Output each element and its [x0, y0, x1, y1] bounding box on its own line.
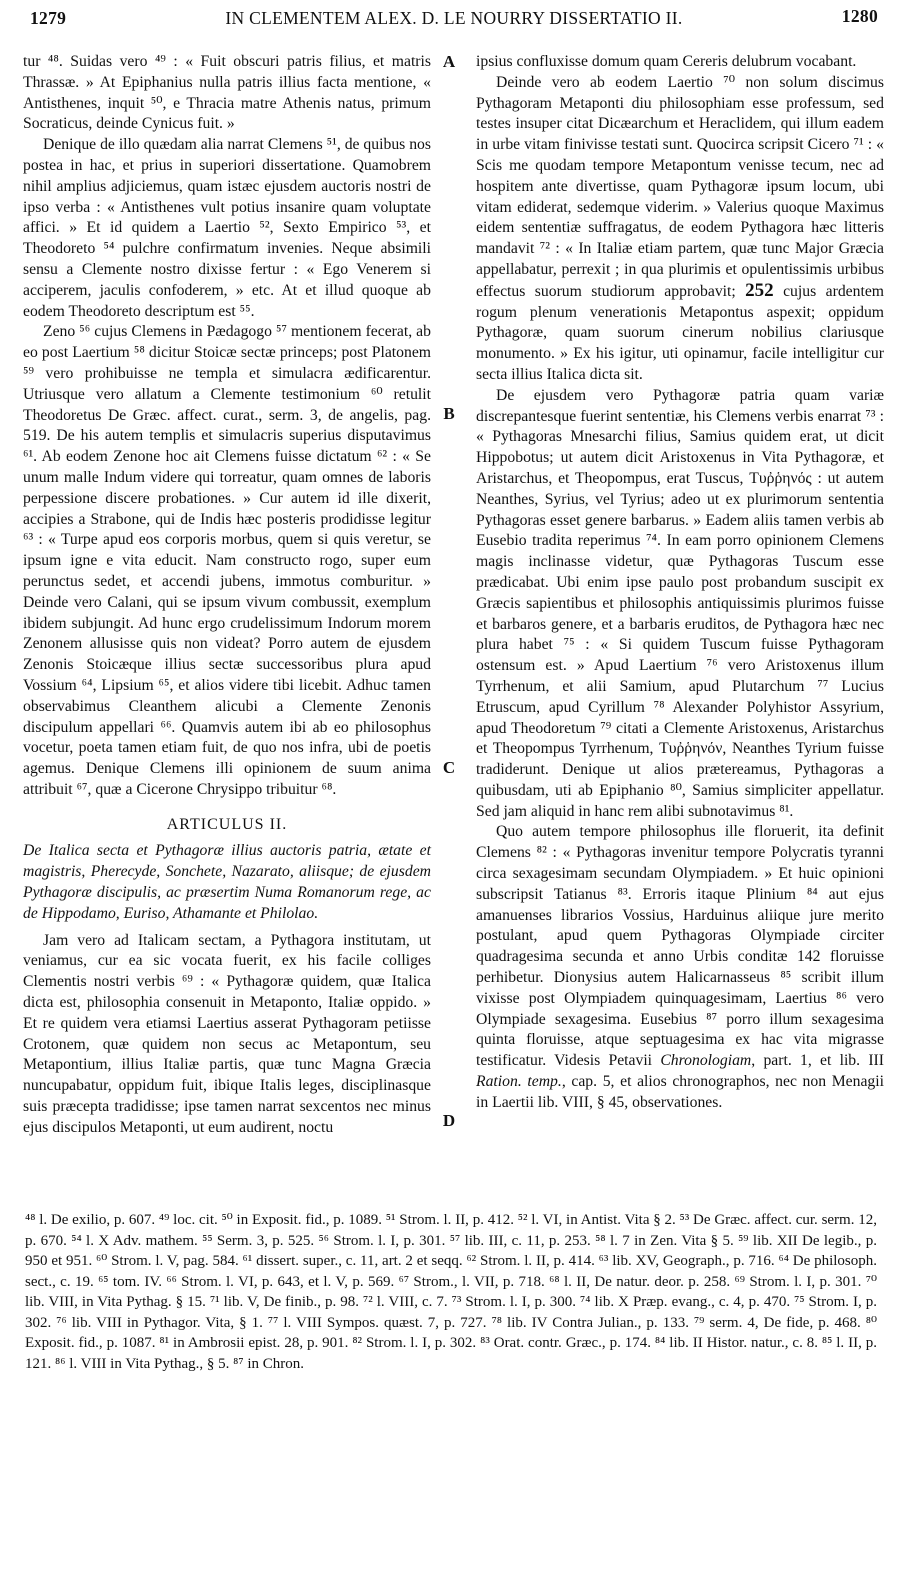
book-title: Ration. temp.: [476, 1073, 562, 1091]
edition-page-number: 252: [745, 279, 774, 301]
running-header: [30, 6, 878, 32]
footnotes: ⁴⁸ l. De exilio, p. 607. ⁴⁹ loc. cit. ⁵⁰ in Exposit. fid., p. 1089. ⁵¹ Strom. l. II, p. 412. ⁵² l. VI, in Antist. Vita § 2. ⁵³ De Græc. affect. cur. serm. 12, p. 670. ⁵⁴ l. X Adv. mathem. ⁵⁵ Serm. 3, p. 525. ⁵⁶ Strom. l. I, p. 301. ⁵⁷ lib. III, c. 11, p. 253. ⁵⁸ l. 7 in Zen. Vita § 5. ⁵⁹ lib. XII De legib., p. 950 et 951. ⁶⁰ Strom. l. V, pag. 584. ⁶¹ dissert. super., c. 11, art. 2 et seqq. ⁶² Strom. l. II, p. 414. ⁶³ lib. XV, Geograph., p. 716. ⁶⁴ De philosoph. sect., c. 19. ⁶⁵ tom. IV. ⁶⁶ Strom. l. VI, p. 643, et l. V, p. 569. ⁶⁷ Strom., l. VII, p. 718. ⁶⁸ l. II, De natur. deor. p. 258. ⁶⁹ Strom. l. I, p. 301. ⁷⁰ lib. VIII, in Vita Pythag. § 15. ⁷¹ lib. V, De finib., p. 98. ⁷² l. VIII, c. 7. ⁷³ Strom. l. I, p. 300. ⁷⁴ lib. X Præp. evang., c. 4, p. 470. ⁷⁵ Strom. I, p. 302. ⁷⁶ lib. VIII in Pythagor. Vita, § 1. ⁷⁷ l. VIII Sympos. quæst. 7, p. 727. ⁷⁸ lib. IV Contra Julian., p. 133. ⁷⁹ serm. 4, De fide, p. 468. ⁸⁰ Exposit. fid., p. 1087. ⁸¹ in Ambrosii epist. 28, p. 901. ⁸² Strom. l. I, p. 302. ⁸³ Orat. contr. Græc., p. 174. ⁸⁴ lib. II Histor. natur., c. 8. ⁸⁵ l. II, p. 121. ⁸⁶ l. VIII in Vita Pythag., § 5. ⁸⁷ in Chron.: [25, 1212, 877, 1372]
margin-letter-a: A: [442, 52, 456, 71]
article-heading: ARTICULUS II.: [166, 815, 288, 833]
paragraph: ipsius confluxisse domum quam Cereris delubrum vocabant.: [476, 53, 857, 70]
paragraph: tur ⁴⁸. Suidas vero ⁴⁹ : « Fuit obscuri patris filius, et matris Thrassæ. » At Epiphanius nulla patris illius facta mentione, « Antisthenes, inquit ⁵⁰, e Thracia matre Athenis natus, primum Socraticus, deinde Cynicus fuit. »: [23, 53, 431, 133]
margin-letter-c: C: [442, 758, 456, 777]
right-column: [476, 52, 884, 1114]
running-title: IN CLEMENTEM ALEX. D. LE NOURRY DISSERTATIO II.: [225, 8, 683, 28]
paragraph: Denique de illo quædam alia narrat Clemens ⁵¹, de quibus nos postea in hac, et prius in superiori dissertatione. Quamobrem nihil amplius adjiciemus, quam istæc ejusdem auctoris nostri de ipso verba : « Antisthenes vult potius insanire quam voluptate affici. » Et id quidem a Laertio ⁵², Sexto Empirico ⁵³, et Theodoreto ⁵⁴ pulchre confirmatum invenies. Neque absimili sensu a Clemente nostro dixisse fertur : « Ego Venerem si acciperem, jaculis confoderem, » etc. At et illud quoque ab eodem Theodoreto descriptum est ⁵⁵.: [23, 136, 431, 320]
paragraph-text: , cap. 5, et alios chronographos, nec non Menagii in Laertii lib. VIII, § 45, observationes.: [476, 1073, 884, 1111]
paragraph: Jam vero ad Italicam sectam, a Pythagora institutam, ut veniamus, cur ea sic vocata fuerit, ex his facile colliges Clementis nostri verbis ⁶⁹ : « Pythagoræ quidem, quæ Italica dicta est, philosophia consenuit in Metaponto, Italiæ oppido. » Et re quidem vera etiamsi Laertius asserat Pythagoram petiisse Crotonem, quæ quidem non secus ac Metapontum, seu Metapontium, illius Italiæ partis, quæ tunc Magna Græcia nuncupabatur, oppidum fuit, ibique Italis leges, disciplinasque suis præcepta tradidisse; ipse tamen narrat sexcentos nec minus ejus discipulos Metaponti, ut eum audirent, noctu: [23, 931, 431, 1136]
page-number-right: 1280: [841, 6, 878, 26]
paragraph: Zeno ⁵⁶ cujus Clemens in Pædagogo ⁵⁷ mentionem fecerat, ab eo post Laertium ⁵⁸ dicitur Stoicæ sectæ princeps; post Platonem ⁵⁹ vero prohibuisse ne templa et simulacra ædificarentur. Utriusque vero allatum a Clemente testimonium ⁶⁰ retulit Theodoretus De Græc. affect. curat., serm. 3, de angelis, pag. 519. De his autem templis et simulacris superius disputavimus ⁶¹. Ab eodem Zenone hoc ait Clemens fuisse dictatum ⁶² : « Se unum malle Indum videre qui torreatur, quam omnes de laboris perpessione discere probationes. » Cur autem id ille dixerit, accipies a Strabone, qui de Indis hæc posteris prodidisse legitur ⁶³ : « Turpe apud eos corporis morbus, quem si quis veretur, se ipsum igne e vita educit. Nam constructo rogo, super eum perunctus sedet, et accendi jubens, immotus comburitur. » Deinde vero Calani, qui se ipsum vivum combussit, exemplum ibidem subjungit. Ad hunc ergo crudelissimum Indorum morem Zenonem allusisse quis non videat? Porro autem de ejusdem Zenonis Stoicæque illius sectæ successoribus plura apud Vossium ⁶⁴, Lipsium ⁶⁵, et alios videre tibi licebit. Adhuc tamen observabimus Cleanthem alicubi a Clemente Zenonis discipulum appellari ⁶⁶. Quamvis autem ibi ab eo philosophus vocetur, poeta tamen etiam fuit, de quo nos infra, ubi de poetis agemus. Denique Clemens illi opinionem de suum anima attribuit ⁶⁷, quæ a Cicerone Chrysippo tribuitur ⁶⁸.: [23, 323, 431, 798]
page-number-left: 1279: [30, 8, 67, 28]
paragraph: [476, 822, 884, 1113]
left-column: [23, 52, 431, 1139]
paragraph-text: , part. 1, et lib. III: [751, 1052, 885, 1070]
paragraph: [476, 73, 884, 386]
margin-letter-d: D: [442, 1111, 456, 1130]
book-title: Chronologiam: [660, 1052, 752, 1070]
paragraph-text: Quo autem tempore philosophus ille floruerit, ita definit Clemens ⁸² : « Pythagoras invenitur tempore Polycratis tyranni circa sexagesimam secundam Olympiadem. » Et huic opinioni subscripsit Tatianus ⁸³. Erroris itaque Plinium ⁸⁴ aut ejus amanuenses librarios Vossius, Harduinus aliique jure merito postulant, apud quem Pythagoras Olympiade circiter quadragesima secunda et anno Urbis conditæ 142 floruisse perhibetur. Dionysius autem Halicarnasseus ⁸⁵ scribit illum vixisse post Olympiadem quinquagesimam, Laertius ⁸⁶ vero Olympiade sexagesima. Eusebius ⁸⁷ porro illum sexagesima quinta floruisse, atque septuagesima ex hac vita migrasse testificatur. Videsis Petavii: [476, 823, 884, 1070]
paragraph: De ejusdem vero Pythagoræ patria quam variæ discrepantesque fuerint sententiæ, his Clemens verbis enarrat ⁷³ : « Pythagoras Mnesarchi filius, Samius quidem erat, ut dicit Hippobotus; ut autem dicit Aristoxenus in Vita Pythagoræ, et Aristarchus, et Theopompus, erat Tuscus, Τυῤῥηνός : ut autem Neanthes, Syrius, vel Tyrius; adeo ut ex plurimorum sententia Pythagoras esset genere barbarus. » Eadem aliis tamen verbis ab Eusebio tradita reperimus ⁷⁴. In eam porro opinionem Clemens magis inclinasse videtur, quæ Pythagoras Tuscum esse prædicabat. Ubi enim ipse paulo post probandum suscipit ex Græcis sapientibus et philosophis antiquissimis plurimos fuisse et barbaros genere, et a barbaris eruditos, de Pythagora hæc nec plura habet ⁷⁵ : « Si quidem Tuscum fuisse Pythagoram ostensum est. » Apud Laertium ⁷⁶ vero Aristoxenus illum Tyrrhenum, et alii Samium, apud Plutarchum ⁷⁷ Lucius Etruscum, apud Cyrillum ⁷⁸ Alexander Polyhistor Assyrium, apud Theodoretum ⁷⁹ citati a Clemente Aristoxenus, Aristarchus et Theopompus Tyrrhenum, Τυῤῥηνόν, Neanthes Tyrium fuisse tradiderunt. Denique ut alios prætereamus, Pythagoras a quibusdam, uti ab Epiphanio ⁸⁰, Samius simpliciter appellatur. Sed jam aliquid in hanc rem alibi subnotavimus ⁸¹.: [476, 386, 884, 820]
paragraph-text: cujus ardentem rogum plenum venerationis Metapontus aspexit; oppidum Pythagoræ, quam suorum cinerum nobilius clariusque monumento. » Ex his igitur, uti opinamur, facile intelligitur cur secta illius Italica dicta sit.: [476, 282, 884, 383]
margin-letter-b: B: [443, 404, 455, 423]
paragraph-text: Deinde vero ab eodem Laertio ⁷⁰ non solum discimus Pythagoram Metaponti diu philosophiam esse professum, sed testes insuper citat Dicæarchum et Heraclidem, qui illum eadem in urbe vitam finivisse testati sunt. Quocirca scripsit Cicero ⁷¹ : « Scis me quodam tempore Metapontum venisse tecum, nec ad hospitem ante divertisse, quam Pythagoræ ipsum locum, ubi vitam ediderat, sedemque viderim. » Valerius quoque Maximus eidem sententiæ suffragatus, de eodem Pythagora hæc litteris mandavit ⁷² : « In Italiæ etiam partem, quæ tunc Major Græcia appellabatur, perrexit ; in qua plurimis et opulentissimis urbibus effectus suorum studiorum approbavit;: [476, 73, 884, 300]
article-summary: De Italica secta et Pythagoræ illius auctoris patria, ætate et magistris, Pherecyde, Sonchete, Nazarato, aliisque; de ejusdem Pythagoræ discipulis, ac præsertim Numa Romanorum rege, ac de Hippodamo, Euriso, Athamante et Philolao.: [23, 842, 431, 922]
